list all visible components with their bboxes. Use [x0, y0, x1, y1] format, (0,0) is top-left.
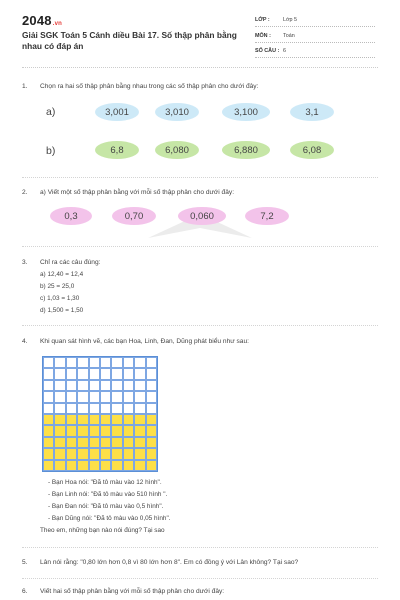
grid-cell-empty	[146, 357, 157, 368]
q4-statement-hoa: - Bạn Hoa nói: "Đã tô màu vào 12 hình".	[48, 479, 162, 486]
grid-cell-empty	[111, 403, 122, 414]
grid-cell-filled	[146, 437, 157, 448]
grid-cell-empty	[54, 391, 65, 402]
grid-cell-filled	[100, 437, 111, 448]
grid-cell-filled	[89, 437, 100, 448]
grid-cell-empty	[43, 368, 54, 379]
q1-option-b2[interactable]: 6,080	[155, 141, 199, 159]
grid-cell-filled	[111, 448, 122, 459]
question-6-number: 6.	[22, 588, 28, 595]
question-5-number: 5.	[22, 559, 28, 566]
grid-cell-filled	[54, 414, 65, 425]
question-4-text: Khi quan sát hình vẽ, các bạn Hoa, Linh, Đan, Dũng phát biểu như sau:	[40, 338, 249, 345]
grid-cell-empty	[54, 357, 65, 368]
grid-cell-filled	[66, 414, 77, 425]
q1-option-a2[interactable]: 3,010	[155, 103, 199, 121]
grid-cell-filled	[66, 460, 77, 471]
grid-cell-empty	[123, 357, 134, 368]
grid-cell-empty	[89, 391, 100, 402]
question-6-text: Viết hai số thập phân bằng với mỗi số thập phân cho dưới đây:	[40, 588, 225, 595]
grid-cell-filled	[43, 437, 54, 448]
q1-row-a-label: a)	[46, 106, 56, 118]
q2-value-4: 7,2	[245, 207, 289, 225]
grid-cell-filled	[123, 425, 134, 436]
grid-cell-filled	[134, 425, 145, 436]
meta-subject: MÔN : Toán	[255, 30, 375, 43]
grid-cell-empty	[66, 357, 77, 368]
grid-cell-empty	[123, 403, 134, 414]
grid-cell-empty	[123, 380, 134, 391]
grid-cell-filled	[123, 437, 134, 448]
grid-cell-empty	[66, 368, 77, 379]
grid-cell-filled	[54, 425, 65, 436]
grid-cell-empty	[134, 403, 145, 414]
grid-cell-filled	[77, 437, 88, 448]
grid-cell-filled	[77, 425, 88, 436]
grid-cell-empty	[66, 380, 77, 391]
grid-cell-filled	[111, 414, 122, 425]
grid-cell-filled	[89, 448, 100, 459]
grid-cell-filled	[77, 460, 88, 471]
grid-cell-empty	[111, 380, 122, 391]
grid-cell-filled	[89, 425, 100, 436]
grid-cell-filled	[54, 437, 65, 448]
grid-cell-empty	[77, 357, 88, 368]
grid-cell-empty	[43, 391, 54, 402]
divider	[22, 246, 378, 247]
grid-cell-filled	[111, 425, 122, 436]
grid-cell-filled	[100, 414, 111, 425]
grid-cell-filled	[77, 414, 88, 425]
grid-cell-filled	[66, 448, 77, 459]
document-title: Giải SGK Toán 5 Cánh diều Bài 17. Số thập phân bằng nhau có đáp án	[22, 30, 237, 51]
grid-cell-empty	[43, 380, 54, 391]
grid-cell-filled	[89, 414, 100, 425]
grid-cell-empty	[89, 357, 100, 368]
grid-cell-filled	[134, 460, 145, 471]
grid-cell-empty	[89, 403, 100, 414]
q4-question: Theo em, những bạn nào nói đúng? Tại sao	[40, 527, 165, 534]
q1-option-b1[interactable]: 6,8	[95, 141, 139, 159]
grid-cell-filled	[54, 460, 65, 471]
grid-cell-empty	[134, 391, 145, 402]
grid-cell-empty	[100, 403, 111, 414]
divider	[22, 578, 378, 579]
q1-option-a4[interactable]: 3,1	[290, 103, 334, 121]
grid-cell-empty	[77, 391, 88, 402]
meta-question-count: SỐ CÂU : 6	[255, 45, 375, 58]
grid-cell-empty	[123, 368, 134, 379]
grid-cell-empty	[43, 403, 54, 414]
grid-cell-empty	[66, 403, 77, 414]
question-5-text: Lân nói rằng: "0,80 lớn hơn 0,8 vì 80 lớn hơn 8". Em có đồng ý với Lân không? Tại sao?	[40, 559, 299, 566]
grid-cell-empty	[134, 357, 145, 368]
q4-statement-dan: - Bạn Đan nói: "Đã tô màu vào 0,5 hình".	[48, 503, 164, 510]
q2-value-2: 0,70	[112, 207, 156, 225]
shaded-grid-figure	[42, 356, 158, 472]
q1-row-b-label: b)	[46, 145, 56, 157]
grid-cell-filled	[123, 414, 134, 425]
grid-cell-filled	[43, 460, 54, 471]
question-4-number: 4.	[22, 338, 28, 345]
grid-cell-empty	[43, 357, 54, 368]
grid-cell-filled	[66, 437, 77, 448]
grid-cell-empty	[77, 403, 88, 414]
grid-cell-empty	[111, 368, 122, 379]
grid-cell-filled	[89, 460, 100, 471]
grid-cell-empty	[100, 368, 111, 379]
grid-cell-empty	[134, 368, 145, 379]
grid-cell-filled	[100, 425, 111, 436]
meta-class: LỚP : Lớp 5	[255, 14, 375, 27]
grid-cell-empty	[89, 380, 100, 391]
grid-cell-filled	[123, 448, 134, 459]
grid-cell-empty	[134, 380, 145, 391]
question-2-text: a) Viết một số thập phân bằng với mỗi số thập phân cho dưới đây:	[40, 189, 235, 196]
grid-cell-empty	[77, 380, 88, 391]
grid-cell-empty	[54, 380, 65, 391]
grid-cell-empty	[111, 391, 122, 402]
grid-cell-empty	[54, 368, 65, 379]
question-3-number: 3.	[22, 259, 28, 266]
grid-cell-empty	[77, 368, 88, 379]
grid-cell-empty	[111, 357, 122, 368]
grid-cell-filled	[134, 448, 145, 459]
q3-item-c[interactable]: c) 1,03 = 1,30	[40, 295, 80, 302]
grid-cell-filled	[146, 414, 157, 425]
grid-cell-filled	[146, 460, 157, 471]
q1-option-a1[interactable]: 3,001	[95, 103, 139, 121]
grid-cell-filled	[77, 448, 88, 459]
grid-cell-empty	[146, 403, 157, 414]
grid-cell-filled	[146, 448, 157, 459]
q4-statement-linh: - Bạn Linh nói: "Đã tô màu vào 510 hình ".	[48, 491, 168, 498]
q3-item-b[interactable]: b) 25 = 25,0	[40, 283, 75, 290]
divider	[22, 547, 378, 548]
divider	[22, 325, 378, 326]
grid-cell-filled	[54, 448, 65, 459]
grid-cell-empty	[66, 391, 77, 402]
grid-cell-filled	[100, 448, 111, 459]
grid-cell-empty	[89, 368, 100, 379]
grid-cell-empty	[54, 403, 65, 414]
divider	[22, 177, 378, 178]
q1-option-b4[interactable]: 6,08	[290, 141, 334, 159]
grid-cell-empty	[146, 391, 157, 402]
grid-cell-empty	[146, 380, 157, 391]
header-divider	[22, 67, 378, 68]
q1-option-b3[interactable]: 6,880	[222, 141, 270, 159]
grid-cell-filled	[134, 414, 145, 425]
q3-item-a[interactable]: a) 12,40 = 12,4	[40, 271, 84, 278]
grid-cell-filled	[100, 460, 111, 471]
grid-cell-empty	[100, 391, 111, 402]
q2-value-1: 0,3	[50, 207, 92, 225]
grid-cell-filled	[123, 460, 134, 471]
grid-cell-filled	[66, 425, 77, 436]
q3-item-d[interactable]: d) 1,500 = 1,50	[40, 307, 84, 314]
grid-cell-empty	[100, 380, 111, 391]
question-1-text: Chọn ra hai số thập phân bằng nhau trong các số thập phân cho dưới đây:	[40, 83, 259, 90]
grid-cell-filled	[43, 425, 54, 436]
q2-value-3: 0,060	[178, 207, 226, 225]
question-3-text: Chỉ ra các câu đúng:	[40, 259, 101, 266]
site-logo[interactable]: 2048.vn	[22, 13, 63, 28]
grid-cell-filled	[146, 425, 157, 436]
grid-cell-filled	[134, 437, 145, 448]
question-1-number: 1.	[22, 83, 28, 90]
q4-statement-dung: - Bạn Dũng nói: "Đã tô màu vào 0,05 hình".	[48, 515, 171, 522]
grid-cell-empty	[146, 368, 157, 379]
question-2-number: 2.	[22, 189, 28, 196]
q1-option-a3[interactable]: 3,100	[222, 103, 270, 121]
grid-cell-filled	[43, 414, 54, 425]
grid-cell-filled	[111, 437, 122, 448]
grid-cell-empty	[123, 391, 134, 402]
grid-cell-filled	[43, 448, 54, 459]
grid-cell-empty	[100, 357, 111, 368]
grid-cell-filled	[111, 460, 122, 471]
